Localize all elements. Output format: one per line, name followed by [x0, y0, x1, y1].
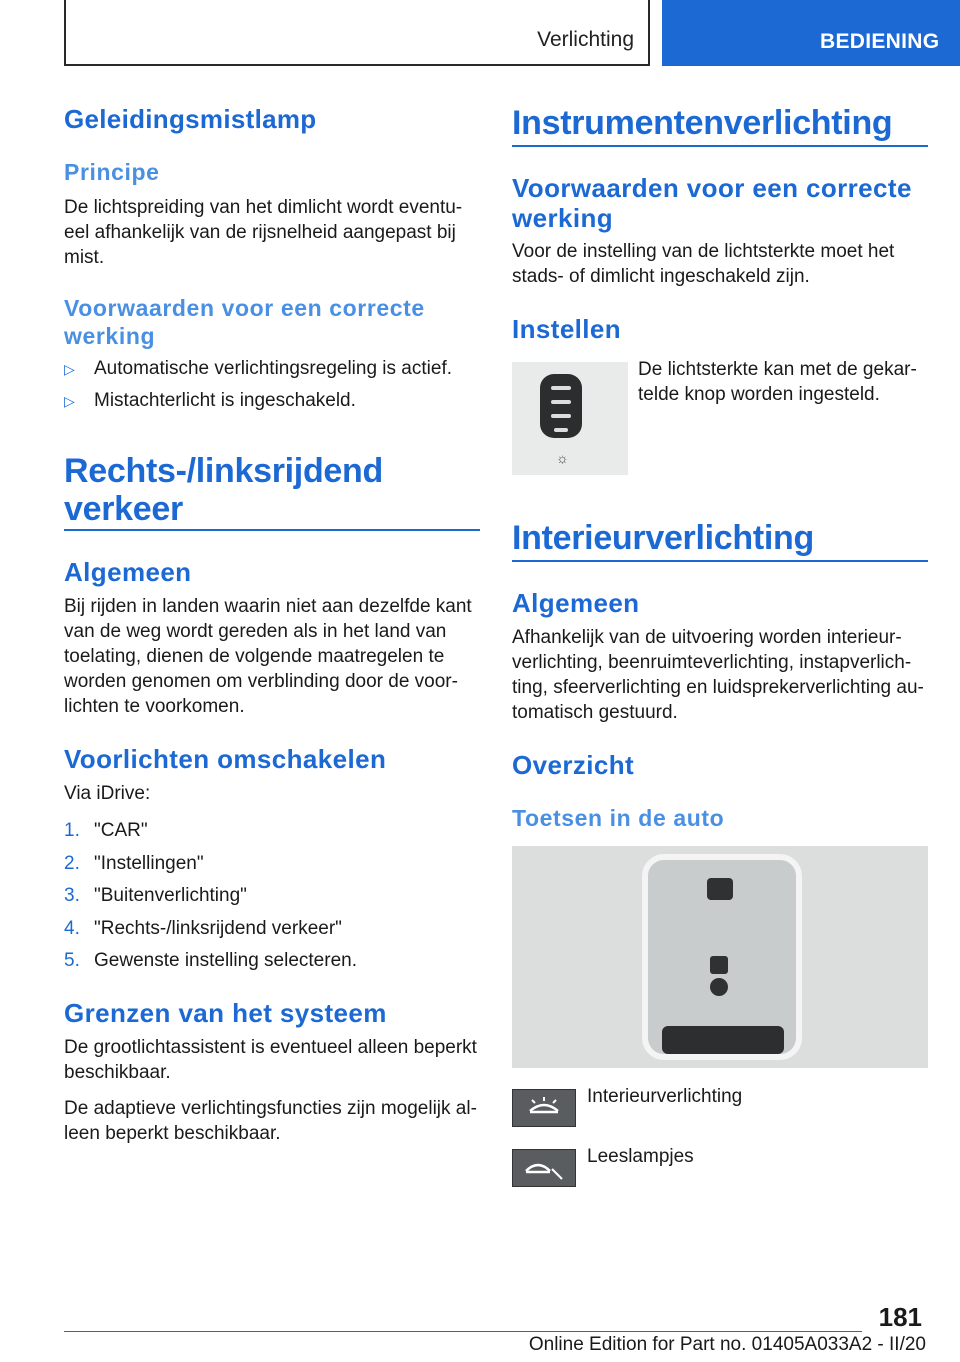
heading-line: werking — [64, 323, 156, 349]
list-item-text: Mistachterlicht is ingeschakeld. — [94, 390, 356, 411]
paragraph-via: Via iDrive: — [64, 783, 151, 804]
text-line: telde knop worden ingesteld. — [638, 384, 880, 405]
heading-toetsen: Toetsen in de auto — [512, 805, 725, 831]
console-button-icon — [710, 956, 728, 974]
heading-voorlichten: Voorlichten omschakelen — [64, 744, 387, 774]
heading-line: Voorwaarden voor een correcte — [512, 173, 912, 203]
text-line: van de weg wordt gereden als in het land van — [64, 621, 447, 642]
text-line: tomatisch gestuurd. — [512, 702, 678, 723]
heading-overzicht: Overzicht — [512, 750, 635, 780]
paragraph-grenzen-1 — [64, 1035, 477, 1085]
reading-light-icon — [512, 1149, 576, 1187]
paragraph-principe — [64, 195, 462, 270]
list-item — [64, 358, 452, 380]
list-item — [64, 885, 247, 907]
text-line: De lichtspreiding van het dimlicht wordt eventu- — [64, 197, 463, 218]
triangle-bullet-icon: ▷ — [64, 361, 75, 377]
step-text: "Instellingen" — [94, 853, 204, 874]
text-line: beschikbaar. — [64, 1062, 171, 1083]
page-number: 181 — [878, 1302, 922, 1332]
text-line: Afhankelijk van de uitvoering worden interieur- — [512, 627, 902, 648]
paragraph-grenzen-2 — [64, 1096, 477, 1146]
section-rule — [512, 560, 928, 562]
step-text: "Buitenverlichting" — [94, 885, 247, 906]
list-item — [64, 950, 357, 972]
step-number: 4. — [64, 918, 80, 939]
text-line: De adaptieve verlichtingsfuncties zijn mogelijk al- — [64, 1098, 477, 1119]
icon-label-interieurverlichting: Interieurverlichting — [587, 1086, 743, 1107]
step-number: 1. — [64, 820, 80, 841]
list-item — [64, 918, 342, 940]
console-button-icon — [710, 978, 728, 996]
list-item — [64, 853, 204, 875]
text-line: leen beperkt beschikbaar. — [64, 1123, 281, 1144]
text-line: worden genomen om verblinding door de voor- — [64, 671, 458, 692]
text-line: Bij rijden in landen waarin niet aan dezelfde kant — [64, 596, 472, 617]
triangle-bullet-icon: ▷ — [64, 393, 75, 409]
heading-voorwaarden — [512, 173, 912, 233]
ceiling-console-image — [512, 846, 928, 1068]
knob-ridge — [551, 414, 571, 418]
list-item — [64, 820, 148, 842]
step-number: 2. — [64, 853, 80, 874]
heading-interieurverlichting: Interieurverlichting — [512, 519, 814, 557]
header-section: Verlichting — [537, 28, 634, 51]
heading-voorwaarden — [64, 294, 425, 350]
text-line: verlichting, beenruimteverlichting, instapverlich- — [512, 652, 912, 673]
text-line: De grootlichtassistent is eventueel alleen beperkt — [64, 1037, 477, 1058]
knob-ridge — [554, 428, 568, 432]
knob-ridge — [551, 400, 571, 404]
footer-rule — [64, 1331, 862, 1332]
heading-line: Voorwaarden voor een correcte — [64, 295, 425, 321]
text-line: De lichtsterkte kan met de gekar- — [638, 359, 917, 380]
step-text: Gewenste instelling selecteren. — [94, 950, 357, 971]
list-item — [64, 390, 356, 412]
paragraph-algemeen — [64, 594, 472, 719]
step-text: "CAR" — [94, 820, 148, 841]
heading-line: verkeer — [64, 490, 183, 528]
paragraph-instellen — [638, 357, 917, 407]
step-text: "Rechts-/linksrijdend verkeer" — [94, 918, 342, 939]
text-line: Voor de instelling van de lichtsterkte moet het — [512, 241, 895, 262]
heading-rechts-linksrijdend — [64, 452, 383, 528]
footer-edition: Online Edition for Part no. 01405A033A2 - II/20 — [528, 1334, 926, 1355]
sos-button-icon — [707, 878, 733, 900]
interior-light-icon — [512, 1089, 576, 1127]
heading-algemeen: Algemeen — [64, 557, 192, 587]
heading-geleidingsmistlamp: Geleidingsmistlamp — [64, 104, 317, 134]
heading-instellen: Instellen — [512, 314, 622, 344]
text-line: lichten te voorkomen. — [64, 696, 245, 717]
text-line: mist. — [64, 247, 105, 268]
step-number: 5. — [64, 950, 80, 971]
heading-line: Rechts-/linksrijdend — [64, 452, 383, 490]
light-button-panel — [662, 1026, 784, 1054]
header-chapter: BEDIENING — [662, 0, 960, 66]
icon-label-leeslampjes: Leeslampjes — [587, 1146, 694, 1167]
knurled-knob-image — [512, 362, 628, 475]
heading-instrumentenverlichting: Instrumentenverlichting — [512, 104, 893, 142]
heading-principe: Principe — [64, 159, 160, 185]
heading-algemeen: Algemeen — [512, 588, 640, 618]
text-line: toelating, dienen de volgende maatregelen te — [64, 646, 445, 667]
knob-icon — [540, 374, 582, 438]
dashboard-light-icon: ☼ — [556, 450, 569, 466]
heading-grenzen: Grenzen van het systeem — [64, 998, 387, 1028]
step-number: 3. — [64, 885, 80, 906]
section-rule — [64, 529, 480, 531]
list-item-text: Automatische verlichtingsregeling is actief. — [94, 358, 453, 379]
text-line: ting, sfeerverlichting en luidsprekerverlichting au- — [512, 677, 924, 698]
heading-line: werking — [512, 203, 614, 233]
knob-ridge — [551, 386, 571, 390]
paragraph-voorwaarden — [512, 239, 894, 289]
text-line: stads- of dimlicht ingeschakeld zijn. — [512, 266, 810, 287]
paragraph-algemeen — [512, 625, 924, 725]
section-rule — [512, 145, 928, 147]
text-line: eel afhankelijk van de rijsnelheid aangepast bij — [64, 222, 456, 243]
